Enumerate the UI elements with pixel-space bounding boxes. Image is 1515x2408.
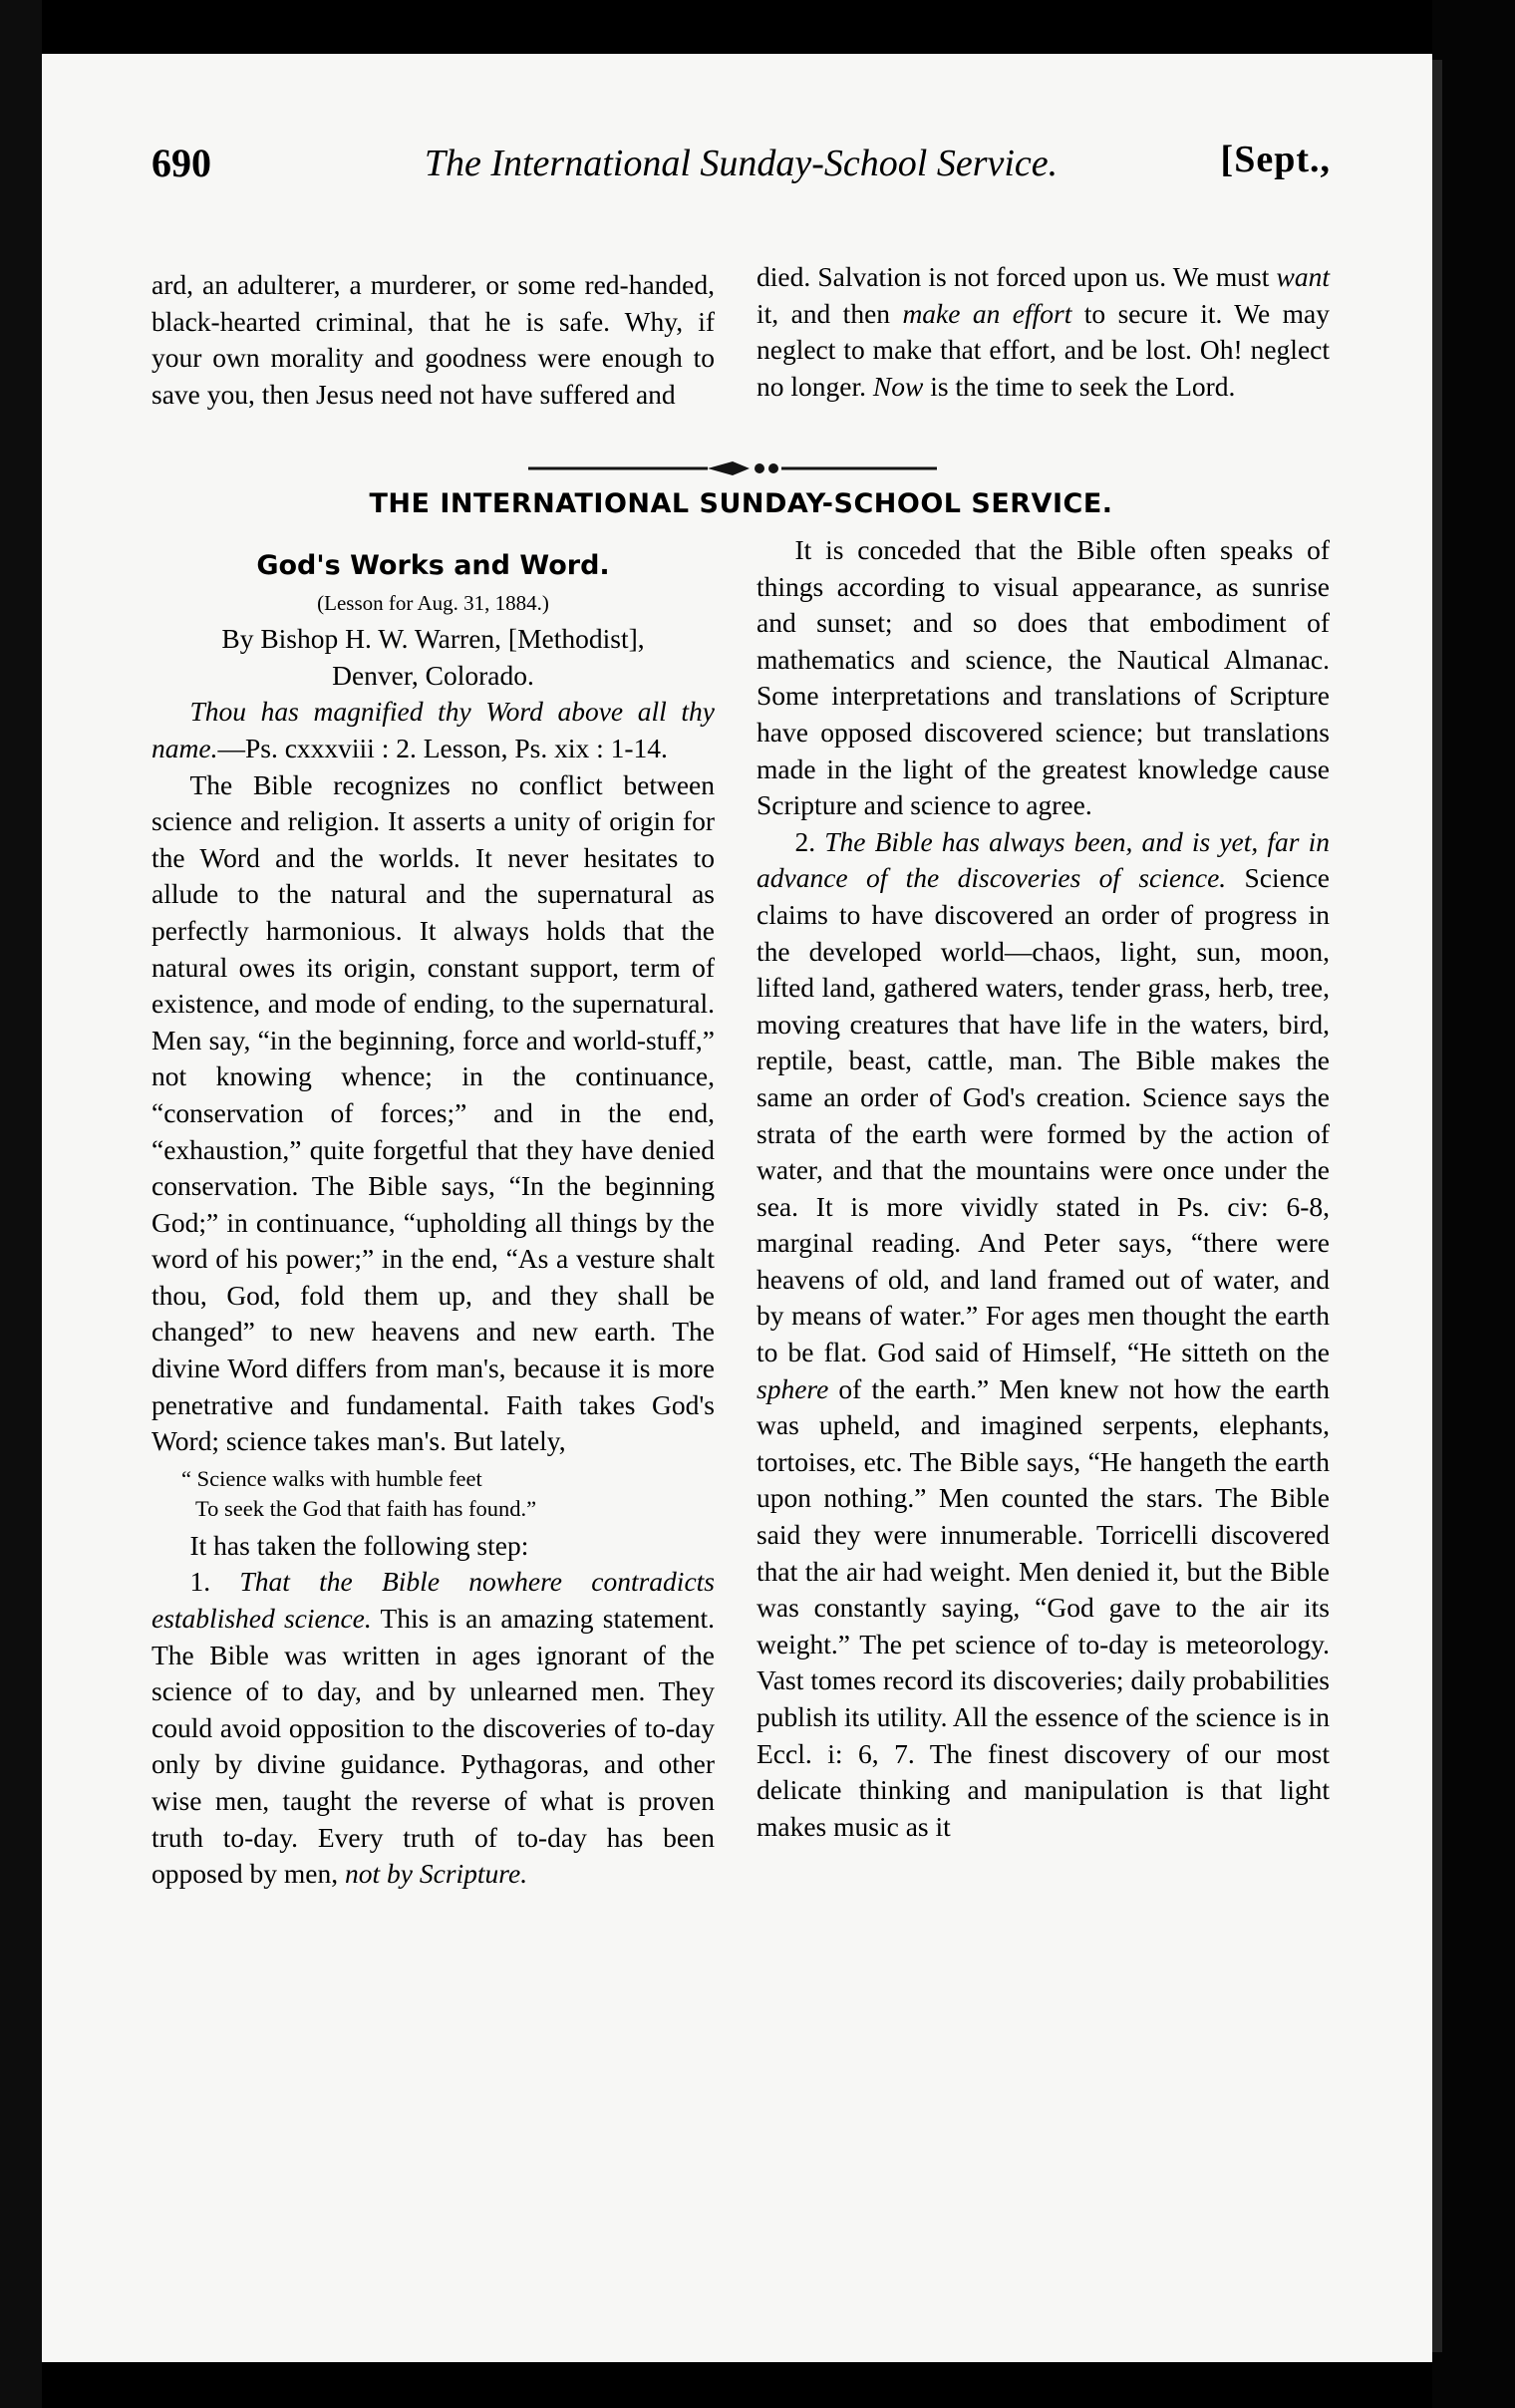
top-right-text-a: died. Salvation is not forced upon us. We must (757, 261, 1277, 292)
running-month: [Sept., (1220, 139, 1331, 180)
poetry-line-2: To seek the God that faith has found.” (195, 1495, 537, 1521)
top-left-paragraph (152, 267, 715, 413)
byline-author: By Bishop H. W. Warren, [Methodist], (221, 623, 645, 655)
point-1-text: This is an amazing statement. The Bible was written in ages ignorant of the science of to day, and by unlearned men. They could avoid opposition to the discoveries of to-day only by divine guidance. Pythagoras, and other wise men, taught the reverse of what is proven truth to-day. Every truth of to-day has been opposed by men, (152, 1603, 715, 1890)
poetry-line-1: “ Science walks with humble feet (181, 1465, 482, 1491)
point-1-number: 1. (189, 1566, 240, 1598)
top-right-text-e: to secure it. We may neglect to make that effort, and be lost. Oh! neglect no longer. (757, 297, 1330, 402)
top-right-now: Now (872, 370, 924, 402)
golden-text (152, 694, 715, 766)
point-2-number: 2. (794, 825, 825, 857)
top-right-effort: make an effort (902, 297, 1072, 329)
point-2-heading: The Bible has always been, and is yet, far in advance of the discoveries of science. (757, 825, 1330, 894)
top-right-text (757, 259, 1330, 405)
section-title: THE INTERNATIONAL SUNDAY-SCHOOL SERVICE. (369, 488, 1113, 519)
lesson-date: (Lesson for Aug. 31, 1884.) (317, 590, 549, 615)
left-column (152, 548, 715, 1893)
left-paragraph-3 (152, 1564, 715, 1892)
top-right-text-c: it, and then (757, 297, 903, 329)
left-paragraph-1: The Bible recognizes no conflict between science and religion. It asserts a unity of origin for the Word and the worlds. It never hesitates to allude to the natural and the supernatural as perfectly harmonious. It always holds that the natural owes its origin, constant support, term of existence, and mode of ending, to the supernatural. Men say, “in the beginning, force and world-stuff,” not knowing whence; in the continuance, “conservation of forces;” and in the end, “exhaustion,” quite forgetful that they have denied conservation. The Bible says, “In the beginning God;” in continuance, “upholding all things by the word of his power;” in the end, “As a vesture shalt thou, God, fold them up, and they shall be changed” to new heavens and new earth. The divine Word differs from man's, because it is more penetrative and fundamental. Faith takes God's Word; science takes man's. But lately, (152, 768, 715, 1457)
lesson-title: God's Works and Word. (256, 550, 610, 581)
top-right-want: want (1276, 261, 1330, 292)
poetry-quote (152, 1464, 715, 1524)
byline-place: Denver, Colorado. (332, 659, 534, 691)
point-1-heading: That the Bible nowhere contradicts established science. (152, 1566, 715, 1635)
lesson-reference: —Ps. cxxxviii : 2. Lesson, Ps. xix : 1-14. (217, 732, 668, 763)
top-right-paragraph (757, 259, 1330, 405)
running-header (152, 130, 1331, 199)
point-2-text-a: Science claims to have discovered an order of progress in the developed world—chaos, light, sun, moon, lifted land, gathered waters, tender grass, herb, tree, moving creatures that have life in the waters, bird, reptile, beast, cattle, man. The Bible makes the same an order of God's creation. Science says the strata of the earth were formed by the action of water, and that the mountains were once under the sea. It is more vividly stated in Ps. civ: 6-8, marginal reading. And Peter says, “there were heavens of old, and land framed out of water, and by means of water.” For ages men thought the earth to be flat. God said of Himself, “He sitteth on the (757, 862, 1330, 1368)
right-paragraph-1: It is conceded that the Bible often speaks of things according to visual appearance, as sunrise and sunset; and so does that embodiment of mathematics and science, the Nautical Almanac. Some interpretations and translations of Scripture have opposed discovered science; but translations made in the light of the greatest knowledge cause Scripture and science to agree. (757, 534, 1330, 821)
point-1-end: not by Scripture. (345, 1858, 528, 1890)
right-column (757, 532, 1330, 1845)
scan-left-edge (0, 0, 42, 2408)
top-left-text: ard, an adulterer, a murderer, or some red-handed, black-hearted criminal, that he is safe. Why, if your own morality and goodness were enough to save you, then Jesus need not have suffered and (152, 269, 715, 410)
page-number: 690 (152, 141, 211, 185)
golden-text-quote: Thou has magnified thy Word above all thy name. (152, 696, 715, 763)
running-title: The International Sunday-School Service. (424, 143, 1059, 184)
top-right-text-g: is the time to seek the Lord. (923, 370, 1236, 402)
left-paragraph-2: It has taken the following step: (189, 1529, 529, 1561)
section-divider-ornament (528, 457, 937, 479)
point-2-text-b: of the earth.” Men knew not how the earth was upheld, and imagined serpents, elephants, tortoises, etc. The Bible says, “He hangeth the earth upon nothing.” Men counted the stars. The Bible said they were innumerable. Torricelli discovered that the air had weight. Men denied it, but the Bible was constantly saying, “God gave to the air its weight.” The pet science of to-day is meteorology. Vast tomes record its discoveries; daily probabilities publish its utility. All the essence of the science is in Eccl. i: 6, 7. The finest discovery of our most delicate thinking and manipulation is that light makes music as it (757, 1372, 1330, 1842)
point-2-sphere: sphere (757, 1372, 829, 1404)
facing-page-edge (1432, 0, 1515, 2408)
right-paragraph-2 (757, 824, 1330, 1846)
binding-fold (1432, 60, 1442, 2352)
